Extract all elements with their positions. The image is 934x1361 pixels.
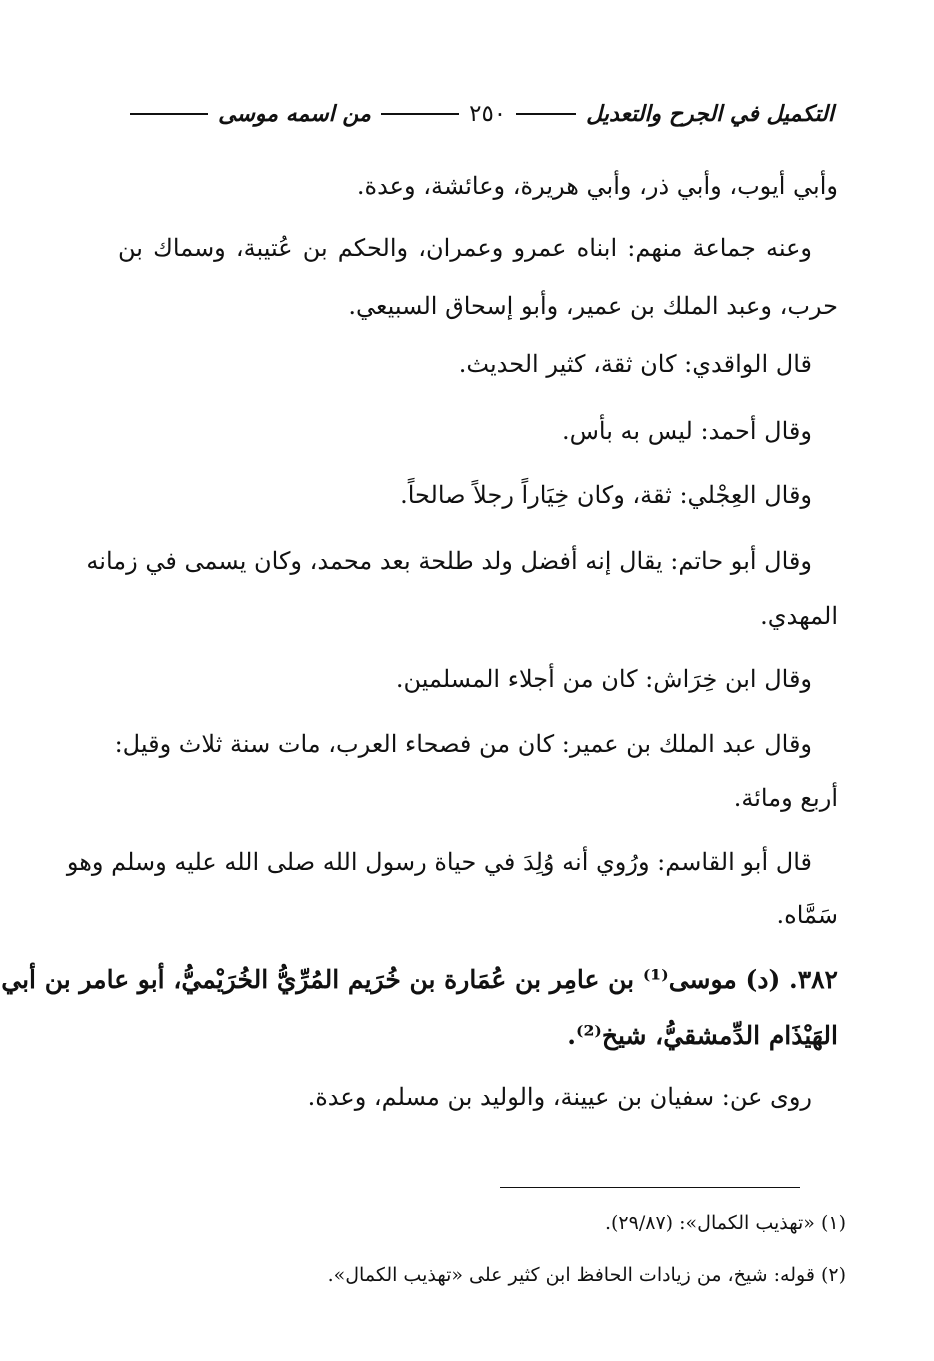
text-line: وقال أحمد: ليس به بأس.	[561, 417, 812, 445]
entry-heading-line: ٣٨٢. (د) موسى⁽¹⁾ بن عامِر بن عُمَارة بن خُرَيم المُرِّيُّ الخُرَيْميُّ، أبو عامر بن أبي	[1, 965, 838, 994]
text-line: وقال أبو حاتم: يقال إنه أفضل ولد طلحة بعد محمد، وكان يسمى في زمانه	[86, 547, 812, 575]
footnote-separator	[500, 1187, 800, 1188]
header-rule	[516, 113, 576, 115]
header-rule	[130, 113, 208, 115]
text-line: وأبي أيوب، وأبي ذر، وأبي هريرة، وعائشة، وعدة.	[356, 172, 838, 200]
book-title: التكميل في الجرح والتعديل	[586, 101, 834, 127]
text-line: وقال عبد الملك بن عمير: كان من فصحاء العرب، مات سنة ثلاث وقيل:	[114, 730, 812, 758]
text-line: قال الواقدي: كان ثقة، كثير الحديث.	[458, 350, 812, 378]
text-line: وقال ابن خِرَاش: كان من أجلاء المسلمين.	[395, 665, 812, 693]
text-line: روى عن: سفيان بن عيينة، والوليد بن مسلم، وعدة.	[307, 1083, 812, 1111]
header-rule	[381, 113, 459, 115]
text-line: حرب، وعبد الملك بن عمير، وأبو إسحاق السبيعي.	[348, 292, 838, 320]
text-line: وعنه جماعة منهم: ابناه عمرو وعمران، والحكم بن عُتيبة، وسماك بن	[118, 234, 812, 262]
text-line: قال أبو القاسم: ورُوي أنه وُلِدَ في حياة رسول الله صلى الله عليه وسلم وهو	[66, 848, 812, 876]
footnote: (١) «تهذيب الكمال»: (٢٩/٨٧).	[604, 1212, 846, 1234]
text-line: المهدي.	[760, 602, 838, 630]
footnote: (٢) قوله: شيخ، من زيادات الحافظ ابن كثير على «تهذيب الكمال».	[327, 1264, 846, 1286]
text-line: سَمَّاه.	[776, 901, 838, 929]
entry-heading-line: الهَيْذَام الدِّمشقيُّ، شيخ⁽²⁾.	[567, 1021, 838, 1050]
page-number: ٢٥٠	[469, 101, 507, 127]
text-line: أربع ومائة.	[733, 784, 838, 812]
text-line: وقال العِجْلي: ثقة، وكان خِيَاراً رجلاً صالحاً.	[400, 481, 812, 509]
running-header	[120, 92, 834, 136]
section-title: من اسمه موسى	[218, 101, 371, 127]
